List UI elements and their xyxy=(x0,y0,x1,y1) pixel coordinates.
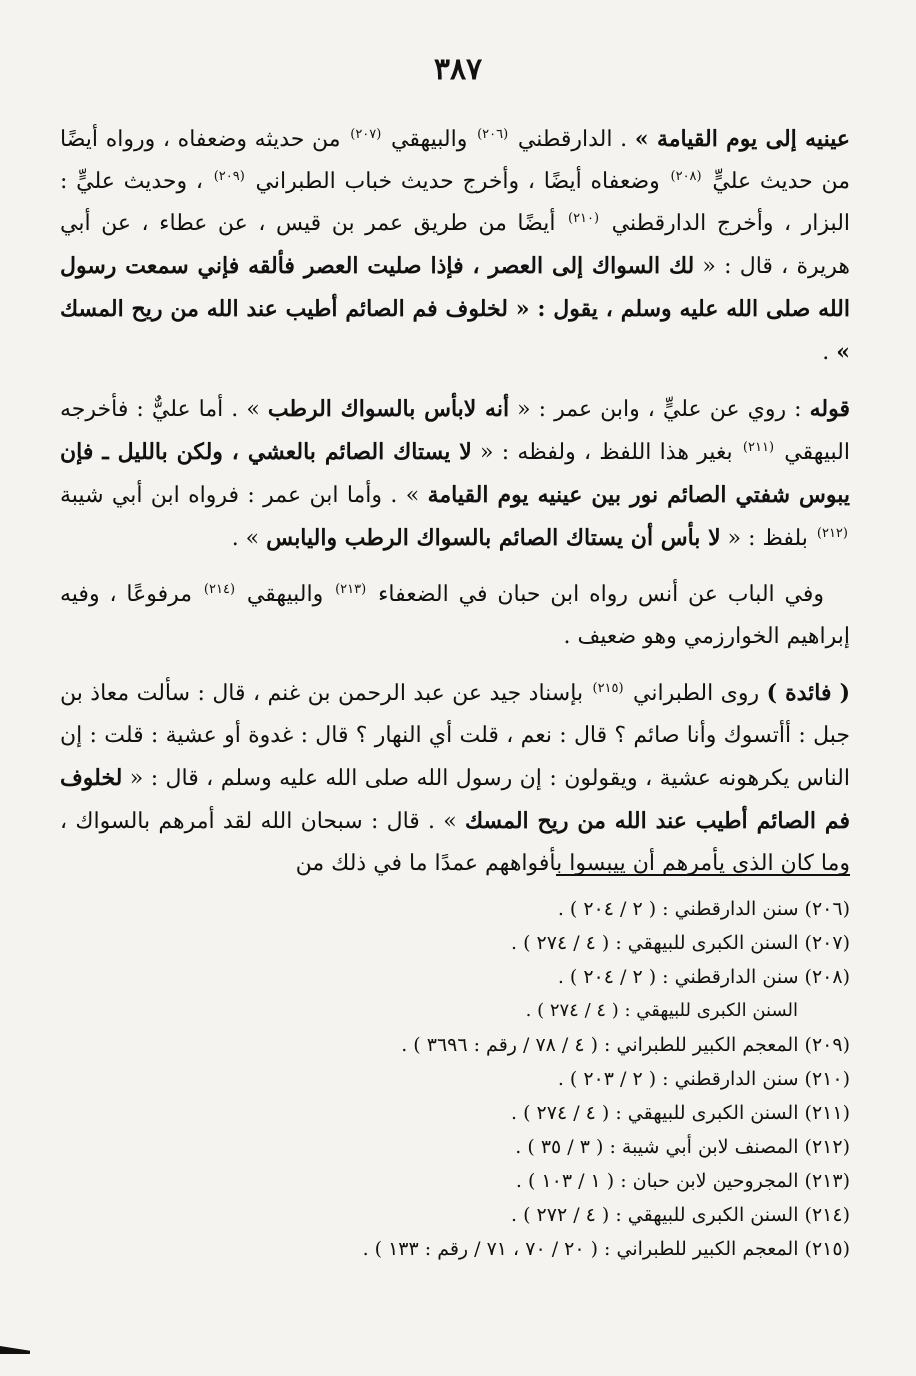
footnote-reference: (٢١٣) xyxy=(335,581,367,597)
footnote-reference: (٢١٢) xyxy=(816,525,848,541)
text-segment: . الدارقطني xyxy=(510,127,635,152)
text-segment: والبيهقي xyxy=(383,127,476,152)
paragraph-2 xyxy=(60,388,850,560)
footnote-item: (٢٠٩) المعجم الكبير للطبراني : ( ٤ / ٧٨ / رقم : ٣٦٩٦ ) . xyxy=(401,1034,850,1056)
footnote-item: (٢٠٨) سنن الدارقطني : ( ٢ / ٢٠٤ ) . xyxy=(557,966,850,988)
text-segment: روى الطبراني xyxy=(625,681,767,706)
footnote-item: (٢٠٦) سنن الدارقطني : ( ٢ / ٢٠٤ ) . xyxy=(557,898,850,920)
text-segment: » . وأما ابن عمر : فرواه ابن أبي شيبة xyxy=(60,483,428,508)
footnote-reference: (٢٠٨) xyxy=(670,168,702,184)
text-segment: وفي الباب عن أنس رواه ابن حبان في الضعفاء xyxy=(368,582,825,607)
bold-text-segment: لخلوف فم الصائم أطيب عند الله من ريح المسك xyxy=(60,765,850,834)
bold-text-segment: ( فائدة ) xyxy=(766,680,850,706)
text-segment: وضعفاه أيضًا ، وأخرج حديث خباب الطبراني xyxy=(246,169,669,194)
page-number: ٣٨٧ xyxy=(433,52,483,87)
bold-text-segment: لا يستاك الصائم بالعشي ، ولكن بالليل ـ فإن يبوس شفتي الصائم نور بين عينيه يوم القيامة xyxy=(60,439,851,508)
footnote-reference: (٢٠٧) xyxy=(350,126,382,142)
text-segment: والبيهقي xyxy=(237,582,334,607)
paragraph-3 xyxy=(60,574,850,658)
text-segment: مرفوعًا ، وفيه إبراهيم الخوارزمي وهو ضعيف . xyxy=(60,582,850,649)
footnote-item: (٢١٠) سنن الدارقطني : ( ٢ / ٢٠٣ ) . xyxy=(557,1068,850,1090)
text-segment: من حديثه وضعفاه ، ورواه أيضًا من حديث عليٍّ xyxy=(60,127,850,194)
bold-text-segment: أنه لابأس بالسواك الرطب xyxy=(267,396,510,422)
text-segment: : روي عن عليٍّ ، وابن عمر : « xyxy=(509,397,810,422)
footnote-reference: (٢٠٦) xyxy=(477,126,509,142)
footnote-item: السنن الكبرى للبيهقي : ( ٤ / ٢٧٤ ) . xyxy=(525,1000,798,1021)
footnote-reference: (٢١٤) xyxy=(203,581,236,597)
text-segment: بغير هذا اللفظ ، ولفظه : « xyxy=(471,440,741,465)
footnote-reference: (٢٠٩) xyxy=(213,168,245,184)
footnote-item: (٢١١) السنن الكبرى للبيهقي : ( ٤ / ٢٧٤ ) . xyxy=(511,1102,850,1124)
footnote-reference: (٢١١) xyxy=(742,439,775,455)
footnote-reference: (٢١٠) xyxy=(567,210,600,226)
text-segment: بإسناد جيد عن عبد الرحمن بن غنم ، قال : سألت معاذ بن جبل : أأتسوك وأنا صائم ؟ قال : نعم ، قلت أي النهار ؟ قال : غدوة أو عشية : قلت : إن الناس يكرهونه عشية ، ويقولون : إن رسول الله صلى الله عليه وسلم ، قال : « xyxy=(60,681,850,791)
paragraph-4 xyxy=(60,672,850,885)
text-segment: . xyxy=(822,340,837,365)
footnotes-list xyxy=(60,892,850,1266)
bold-text-segment: لك السواك إلى العصر ، فإذا صليت العصر فألقه فإني سمعت رسول الله صلى الله عليه وسلم ، يقول : « لخلوف فم الصائم أطيب عند الله من ريح المسك » xyxy=(60,253,850,365)
text-segment: » . أما عليٌّ : فأخرجه البيهقي xyxy=(60,397,850,465)
text-segment: أيضًا من طريق عمر بن قيس ، عن عطاء ، عن أبي هريرة ، قال : « xyxy=(60,211,850,279)
footnote-reference: (٢١٥) xyxy=(592,680,624,696)
text-segment: بلفظ : « xyxy=(720,526,815,551)
footnote-item: (٢١٤) السنن الكبرى للبيهقي : ( ٤ / ٢٧٢ ) . xyxy=(511,1204,850,1226)
text-segment: » . xyxy=(231,526,267,551)
footnote-item: (٢١٢) المصنف لابن أبي شيبة : ( ٣ / ٣٥ ) . xyxy=(515,1136,850,1158)
footnote-separator xyxy=(556,874,850,876)
bold-text-segment: قوله xyxy=(809,396,850,422)
text-segment: » . قال : سبحان الله لقد أمرهم بالسواك ، وما كان الذي يأمرهم أن ييبسوا بأفواههم عمدًا ما في ذلك من xyxy=(60,809,850,876)
footnote-item: (٢١٥) المعجم الكبير للطبراني : ( ٢٠ / ٧٠ ، ٧١ / رقم : ١٣٣ ) . xyxy=(362,1238,850,1260)
page-edge-mark xyxy=(0,1346,30,1354)
main-text-body xyxy=(60,118,850,899)
footnote-item: (٢٠٧) السنن الكبرى للبيهقي : ( ٤ / ٢٧٤ ) . xyxy=(511,932,850,954)
paragraph-1 xyxy=(60,118,850,374)
bold-text-segment: عينيه إلى يوم القيامة » xyxy=(634,126,850,152)
footnote-item: (٢١٣) المجروحين لابن حبان : ( ١ / ١٠٣ ) . xyxy=(515,1170,850,1192)
bold-text-segment: لا بأس أن يستاك الصائم بالسواك الرطب واليابس xyxy=(266,525,721,551)
text-segment: ، وحديث عليٍّ : البزار ، وأخرج الدارقطني xyxy=(60,169,851,236)
